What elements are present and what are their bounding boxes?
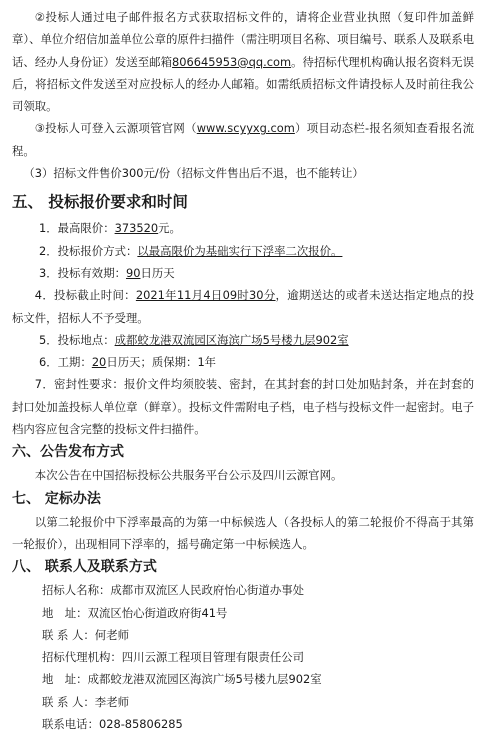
text: ②投标人通过电子邮件报名方式获取招标文件的，请将企业营业执照（复印件加盖鲜章）、单位介绍信加盖单位公章的原件扫描件（需注明项目名称、项目编号、联系人及联系电话、经办人身份证）发送至邮箱 <box>12 10 474 69</box>
text: 1．最高限价： <box>39 221 115 236</box>
text: 日历天 <box>140 265 175 280</box>
text: ，逾期送达的或者未送达指定地点的投标文件，招标人不予受理。 <box>12 288 474 325</box>
section-7-heading: 七、 定标办法 <box>12 490 101 507</box>
validity-value: 90 <box>125 265 141 280</box>
text: 。待招标代理机构确认报名资料无误后，将招标文件发送至对应投标人的经办人邮箱。如需纸质招标文件请投标人及时前往我公司领取。 <box>12 54 474 114</box>
award-method-text: 以第二轮报价中下浮率最高的为第一中标候选人（各投标人的第二轮报价不得高于其第一轮报价），出现相同下浮率的，摇号确定第一中标候选人。 <box>12 514 474 551</box>
agency-address: 地 址：成都蛟龙港双流园区海滨广场5号楼九层902室 <box>42 672 322 687</box>
location-value: 成都蛟龙港双流园区海滨广场5号楼九层902室 <box>114 332 349 347</box>
text: ③投标人可登入云源项管官网（ <box>34 121 197 136</box>
tenderer-address: 地 址：双流区怡心街道政府街41号 <box>42 605 228 620</box>
sealing-requirements: 7．密封性要求：报价文件均须胶装、密封，在其封套的封口处加贴封条，并在封套的封口处加盖投标人单位章（鲜章）。投标文件需附电子档，电子档与投标文件一起密封。电子档内容应包含完整的投标文件扫描件。 <box>12 377 474 437</box>
email-address[interactable]: 806645953@qq.com <box>172 54 292 69</box>
tenderer-contact: 联 系 人：何老师 <box>42 627 129 642</box>
section-8-heading: 八、 联系人及联系方式 <box>12 559 157 576</box>
duration-line <box>12 351 474 373</box>
deadline-value: 2021年11月4日09时30分 <box>135 288 276 303</box>
text: 日历天；质保期：1年 <box>106 355 217 370</box>
website-link[interactable]: www.scyyxg.com <box>196 121 295 136</box>
max-price-value: 373520 <box>114 221 159 236</box>
agency-name: 招标代理机构：四川云源工程项目管理有限责任公司 <box>42 650 304 665</box>
paragraph-website-signup <box>12 117 474 162</box>
publish-media-text: 本次公告在中国招标投标公共服务平台公示及四川云源官网。 <box>34 468 343 483</box>
paragraph-price: （3）招标文件售价300元/份（招标文件售出后不退，也不能转让） <box>23 166 364 181</box>
validity-line <box>12 262 474 284</box>
text: 6．工期： <box>39 355 92 370</box>
text: 2．投标报价方式： <box>39 243 138 258</box>
location-line <box>12 329 474 351</box>
text: 3．投标有效期： <box>39 265 126 280</box>
section-5-heading: 五、 投标报价要求和时间 <box>12 193 188 212</box>
bid-method-value: 以最高限价为基础实行下浮率二次报价。 <box>137 243 343 258</box>
bid-method-line <box>12 240 474 262</box>
text: 元。 <box>158 221 181 236</box>
deadline-line <box>12 284 474 329</box>
section-6-heading: 六、公告发布方式 <box>12 444 124 461</box>
paragraph-email-signup <box>12 6 474 117</box>
max-price-line <box>12 217 474 239</box>
text: 5．投标地点： <box>39 332 115 347</box>
text: 4．投标截止时间： <box>34 288 136 303</box>
tenderer-name: 招标人名称：成都市双流区人民政府怡心街道办事处 <box>42 583 304 598</box>
text: ）项目动态栏-报名须知查看报名流程。 <box>12 121 474 158</box>
agency-contact: 联 系 人：李老师 <box>42 694 129 709</box>
agency-phone: 联系电话：028-85806285 <box>42 717 183 732</box>
duration-value: 20 <box>91 355 107 370</box>
